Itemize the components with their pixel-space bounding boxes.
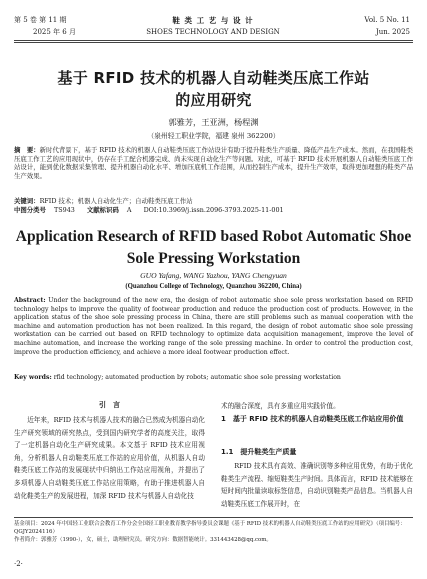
intro-continued: 术的融合深度，具有多重应用实践价值。 <box>221 402 340 410</box>
doi: DOI:10.3969/j.issn.2096-3793.2025-11-001 <box>143 206 284 214</box>
doc-code-value: A <box>126 206 132 214</box>
authors-en: GUO Yafang, WANG Yazhou, YANG Chengyuan <box>140 271 287 280</box>
abstract-cn <box>14 146 413 180</box>
header-rule-thin <box>14 42 413 43</box>
fund-footnote: 基金项目：2024 年中国轻工业联合会教育工作分会全国轻工职业教育教学指导委员会课题《基于 RFID 技术的机器人自动鞋类压底工作站的应用研究》（项目编号：QGJY2024116） <box>14 521 406 535</box>
clc-value: TS943 <box>54 206 75 214</box>
keywords-cn <box>14 197 413 206</box>
title-en-line1: Application Research of RFID based Robot Automatic Shoe <box>15 228 412 245</box>
abstract-en-label: Abstract: <box>14 297 46 304</box>
date-cn: 2025 年 6 月 <box>33 28 76 36</box>
title-cn-line2: 的应用研究 <box>175 91 252 109</box>
journal-name-cn: 鞋 类 工 艺 与 设 计 <box>172 16 254 25</box>
keywords-en-text: rfid technology; automated production by robots; automatic shoe sole pressing workstation <box>53 374 341 381</box>
section-1-1-heading: 1.1 提升鞋类生产质量 <box>221 448 297 456</box>
title-en-line2: Sole Pressing Workstation <box>126 250 301 267</box>
affiliation-cn: （泉州轻工职业学院，福建 泉州 362200） <box>147 132 280 140</box>
header-rule <box>14 40 413 41</box>
volume-issue-cn: 第 5 卷 第 11 期 <box>14 16 67 24</box>
abstract-en <box>14 297 413 357</box>
intro-heading: 引 言 <box>99 401 120 409</box>
volume-issue-en: Vol. 5 No. 11 <box>364 16 410 24</box>
classification-line <box>14 206 413 215</box>
footnote-rule <box>14 517 413 518</box>
date-en: Jun. 2025 <box>375 28 410 36</box>
authors-cn: 郭雅芳，王亚洲，杨程渊 <box>168 117 259 127</box>
keywords-cn-label: 关键词： <box>14 197 40 205</box>
clc-label: 中图分类号 <box>14 206 46 214</box>
keywords-en <box>14 374 413 383</box>
page-number: ·2· <box>14 560 23 568</box>
section-1-heading: 1 基于 RFID 技术的机器人自动鞋类压底工作站应用价值 <box>221 415 404 423</box>
title-cn-line1: 基于 RFID 技术的机器人自动鞋类压底工作站 <box>57 69 370 87</box>
keywords-cn-text: RFID 技术；机器人自动化生产；自动鞋类压底工作站 <box>39 197 193 205</box>
journal-name-en: SHOES TECHNOLOGY AND DESIGN <box>146 28 280 36</box>
author-footnote: 作者简介：郭雅芳（1990-），女，硕士，助理研究员。研究方向：数据智能统计。331443428@qq.com。 <box>14 537 272 543</box>
doc-code-label: 文献标识码 <box>86 206 119 214</box>
abstract-cn-text: 新时代背景下，基于 RFID 技术的机器人自动鞋类压底工作站设计有助于提升鞋类生产质量、降低产品生产成本。然而，在我国鞋类压底工作工艺的应用现状中，仍存在手工配合机器完成、尚未实现自动化生产等问题。对此，可基于 RFID 技术开展机器人自动鞋类压底工作站设计，能到优化数据采集管理、提升机器自动化水平、增加压底机工作范围，从而控制生产成本，提升生产效率，取得更加理想的鞋类产品生产效果。 <box>14 146 413 180</box>
abstract-en-text: Under the background of the new era, the design of robot automatic shoe sole press workstation based on RFID technology helps to improve the quality of footwear production and reduce the production cost of products. However, in the application status of the shoe sole pressing process in China, there are still problems such as manual cooperation with the machine and automation production has not been realized. In this regard, the design of robot automatic shoe sole pressing workstation can be carried out based on RFID technology to optimize data acquisition management, improve the level of machine automation, and increase the working range of the sole pressing machine. In order to control the production cost, improve the production efficiency, and achieve a more ideal footwear production effect. <box>14 297 414 356</box>
intro-paragraph: 近年来，RFID 技术与机器人技术的融合已然成为机器自动化生产研究领域的研究热点，受到国内研究学者的高度关注，取得了一定机器自动化生产研究成果。本文基于 RFID 技术应用视角，分析机器人自动鞋类压底工作站的应用价值，从机器人自动鞋类压底工作站的发展现状中归纳出工作站应用视角，并提出了多项机器人自动鞋类压底工作站应用策略，有助于推进机器人自动化鞋类生产的发展进程，加深 RFID 技术与机器人自动化技 <box>14 416 205 500</box>
section-1-1-paragraph: RFID 技术具有高效、准确识别等多种应用优势，有助于优化鞋类生产流程、缩短鞋类生产时间。具体而言，RFID 技术能够在短时间内批量读取标签信息，自动识别鞋类产品信息。当机器人自动鞋类压底工作展开时，在 <box>221 462 413 508</box>
abstract-cn-label: 摘 要： <box>14 146 40 154</box>
affiliation-en: (Quanzhou College of Technology, Quanzhou 362200, China) <box>125 283 302 290</box>
keywords-en-label: Key words: <box>14 374 52 381</box>
